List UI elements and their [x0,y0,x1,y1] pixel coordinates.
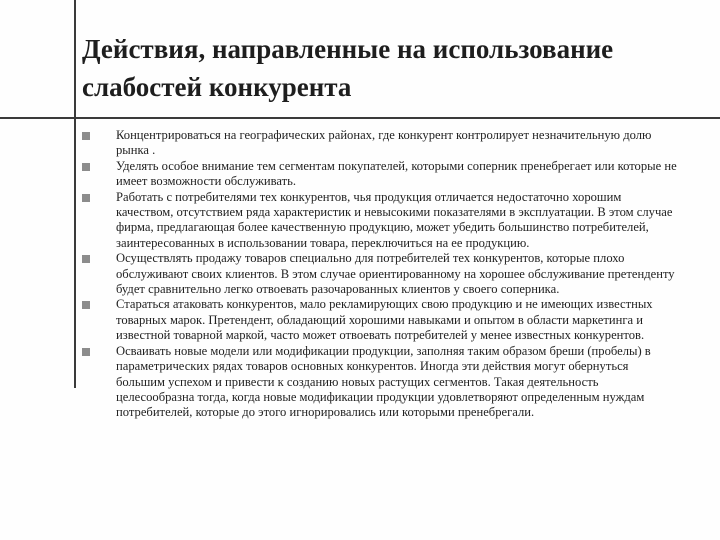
square-bullet-icon [82,348,90,356]
title-underline-rule [0,117,720,119]
square-bullet-icon [82,132,90,140]
square-bullet-icon [82,301,90,309]
square-bullet-icon [82,163,90,171]
bullet-text: Стараться атаковать конкурентов, мало рекламирующих свою продукцию и не имеющих известных товарных марок. Претендент, обладающий хорошими навыками и опытом в области маркетинга и известной товарной маркой, часто может отвоевать потребителей у менее известных конкурентов. [116,297,653,343]
bullet-text: Осуществлять продажу товаров специально для потребителей тех конкурентов, которые плохо обслуживают своих клиентов. В этом случае ориентированному на хорошее обслуживание претенденту будет сравнительно легко отвоевать разочарованных клиентов у своего соперника. [116,251,675,297]
left-vertical-rule [74,0,76,388]
bullet-list [82,128,678,421]
bullet-text: Работать с потребителями тех конкурентов, чья продукция отличается недостаточно хорошим качеством, отсутствием ряда характеристик и невысокими показателями в эксплуатации. В этом случае фирма, предлагающая более качественную продукцию, может убедить большинство потребителей, заинтересованных в использовании товара, переключиться на ее продукцию. [116,189,673,250]
bullet-text: Уделять особое внимание тем сегментам покупателей, которыми соперник пренебрегает или которые не имеет возможности обслуживать. [116,158,677,189]
bullet-item [82,159,678,190]
bullet-text: Концентрироваться на географических районах, где конкурент контролирует незначительную долю рынка . [116,128,652,158]
bullet-item [82,128,678,159]
square-bullet-icon [82,194,90,202]
bullet-item [82,344,678,421]
square-bullet-icon [82,255,90,263]
bullet-item [82,297,678,343]
slide-title: Действия, направленные на использование слабостей конкурента [82,34,614,102]
bullet-item [82,251,678,297]
bullet-item [82,190,678,252]
bullet-text: Осваивать новые модели или модификации продукции, заполняя таким образом бреши (пробелы) в параметрических рядах товаров основных конкурентов. Иногда эти действия могут обернуться большим успехом и привести к созданию новых растущих сегментов. Такая деятельность целесообразна тогда, когда новые модификации продукции удовлетворяют определенным нуждам потребителей, которые до этого игнорировались или которыми пренебрегали. [116,343,651,420]
